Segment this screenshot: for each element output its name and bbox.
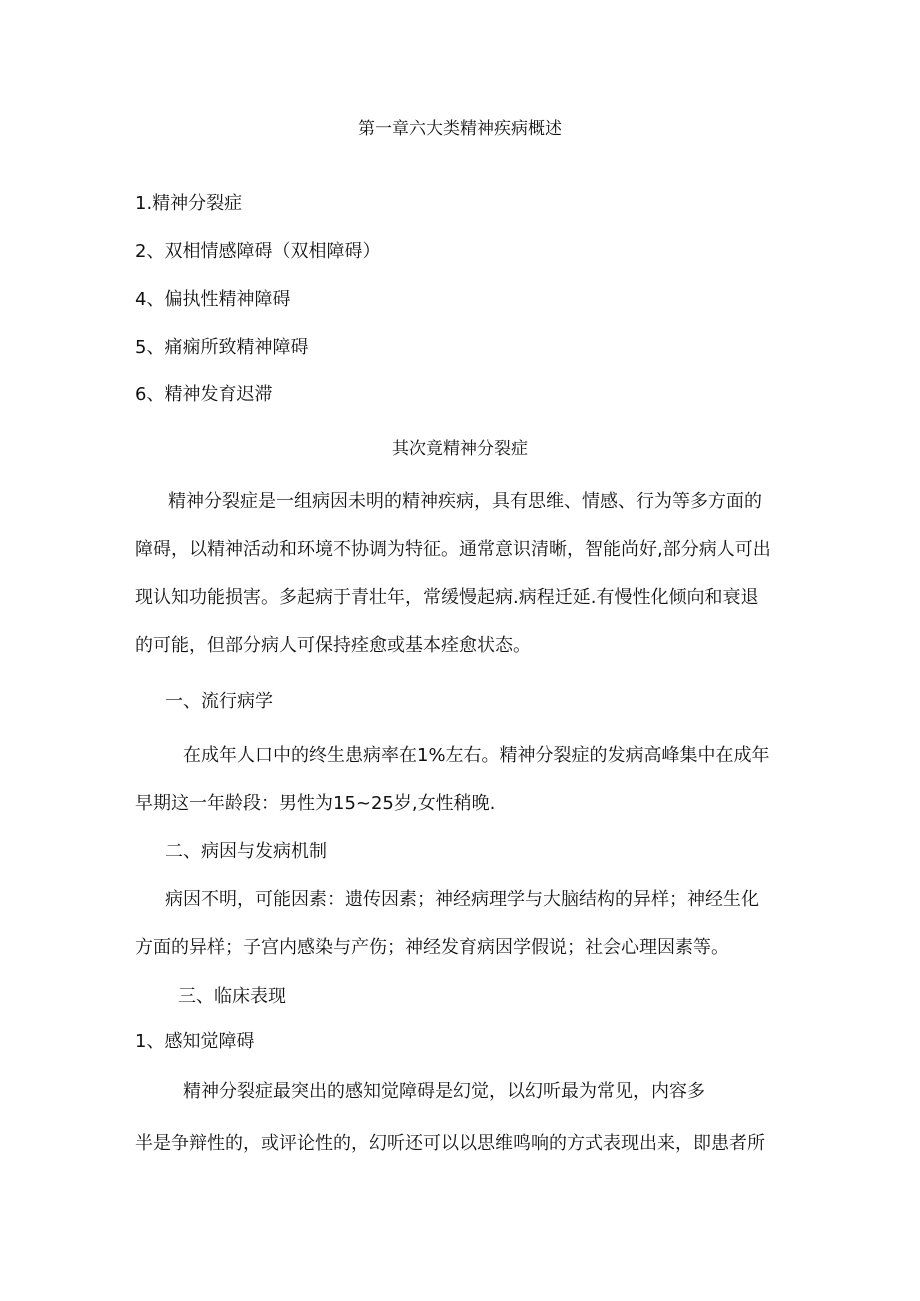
section-heading: 二、病因与发病机制 <box>165 841 327 862</box>
list-item: 4、偏执性精神障碍 <box>135 289 291 310</box>
section-heading: 一、流行病学 <box>165 691 273 712</box>
list-item: 5、痛痫所致精神障碍 <box>135 337 309 358</box>
list-item: 2、双相情感障碍（双相障碍） <box>135 241 381 262</box>
list-item: 1.精神分裂症 <box>135 193 243 214</box>
paragraph-line: 精神分裂症是一组病因未明的精神疾病，具有思维、情感、行为等多方面的 <box>168 491 762 512</box>
paragraph-line: 障碍，以精神活动和环境不协调为特征。通常意识清晰，智能尚好,部分病人可出 <box>135 539 771 560</box>
section-heading: 三、临床表现 <box>178 986 286 1007</box>
paragraph-line: 方面的异样；子宫内感染与产伤；神经发育病因学假说；社会心理因素等。 <box>135 937 729 958</box>
list-item: 6、精神发育迟滞 <box>135 384 273 405</box>
paragraph-line: 病因不明，可能因素：遗传因素；神经病理学与大脑结构的异样；神经生化 <box>165 889 759 910</box>
paragraph-line: 在成年人口中的终生患病率在1%左右。精神分裂症的发病高峰集中在成年 <box>183 745 770 766</box>
paragraph-line: 精神分裂症最突出的感知觉障碍是幻觉，以幻听最为常见，内容多 <box>183 1081 705 1102</box>
chapter-2-title: 其次竟精神分裂症 <box>392 439 528 459</box>
paragraph-line: 早期这一年龄段：男性为15~25岁,女性稍晚. <box>135 793 496 814</box>
paragraph-line: 的可能，但部分病人可保持痊愈或基本痊愈状态。 <box>135 635 531 656</box>
paragraph-line: 半是争辩性的，或评论性的，幻听还可以以思维鸣响的方式表现出来，即患者所 <box>135 1133 765 1154</box>
chapter-1-title: 第一章六大类精神疾病概述 <box>358 119 562 139</box>
subsection-heading: 1、感知觉障碍 <box>135 1031 255 1052</box>
paragraph-line: 现认知功能损害。多起病于青壮年，常缓慢起病.病程迁延.有慢性化倾向和衰退 <box>135 587 759 608</box>
